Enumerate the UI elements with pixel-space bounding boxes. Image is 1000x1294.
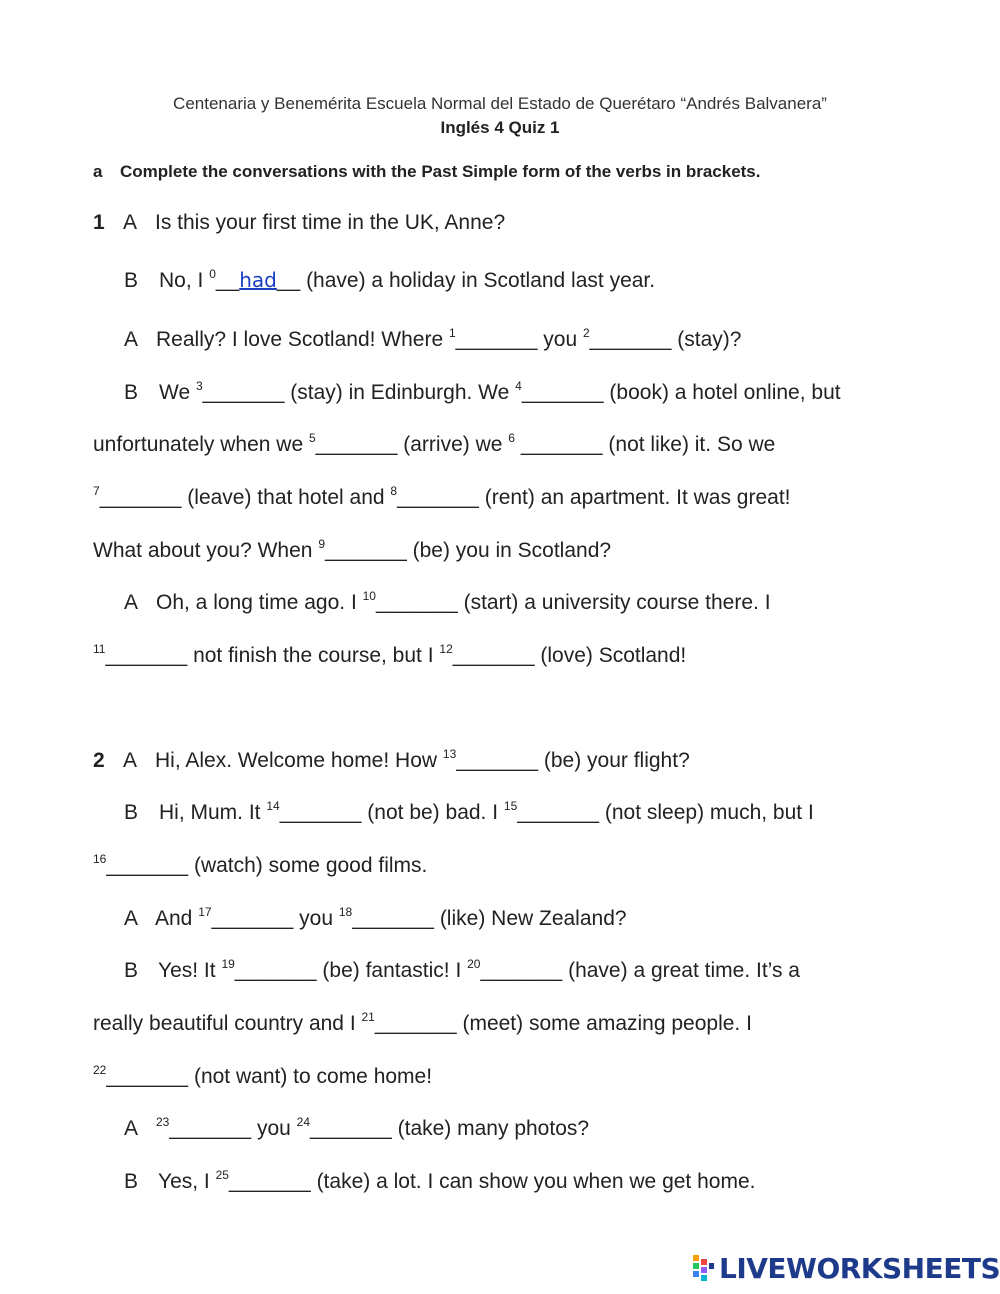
line-text: (love) Scotland! bbox=[534, 644, 687, 667]
blank-prefix: __ bbox=[215, 269, 240, 292]
line-text: (not like) it. So we bbox=[602, 433, 776, 456]
speaker-label: A bbox=[124, 591, 139, 614]
answer-field-8[interactable]: _______ bbox=[397, 486, 479, 509]
conv2-line1 bbox=[93, 749, 690, 773]
conv1-line3 bbox=[124, 328, 741, 352]
gap-number: 2 bbox=[582, 326, 590, 340]
gap-number: 7 bbox=[93, 484, 100, 498]
speaker-label: A bbox=[124, 907, 139, 930]
answer-field-16[interactable]: _______ bbox=[106, 854, 189, 877]
instruction-letter: a bbox=[93, 162, 103, 181]
line-text: __ (have) a holiday in Scotland last year. bbox=[276, 269, 656, 292]
gap-number: 1 bbox=[448, 326, 456, 340]
speaker-label: B bbox=[124, 801, 139, 824]
line-text: Oh, a long time ago. I bbox=[156, 591, 363, 614]
speaker-label: A bbox=[124, 328, 139, 351]
answer-field-4[interactable]: _______ bbox=[521, 381, 604, 404]
speaker-label: B bbox=[124, 959, 139, 982]
school-name: Centenaria y Benemérita Escuela Normal del Estado de Querétaro “Andrés Balvanera” bbox=[173, 94, 827, 113]
liveworksheets-logo[interactable] bbox=[693, 1252, 1000, 1284]
line-text: (be) your flight? bbox=[538, 749, 690, 772]
gap-number: 14 bbox=[266, 799, 280, 813]
instruction bbox=[93, 162, 761, 182]
liveworksheets-logo-icon bbox=[693, 1254, 715, 1282]
line-text: (take) a lot. I can show you when we get home. bbox=[310, 1170, 756, 1193]
line-text: you bbox=[293, 907, 339, 930]
line-text: (stay) in Edinburgh. We bbox=[284, 381, 516, 404]
gap-number: 12 bbox=[439, 642, 453, 656]
line-text: really beautiful country and I bbox=[93, 1012, 362, 1035]
line-text: Yes, I bbox=[158, 1170, 216, 1193]
conversation-number: 2 bbox=[93, 749, 105, 772]
gap-number: 15 bbox=[503, 799, 518, 813]
quiz-title: Inglés 4 Quiz 1 bbox=[440, 118, 560, 137]
answer-field-1[interactable]: _______ bbox=[455, 328, 538, 351]
gap-number: 16 bbox=[93, 852, 107, 866]
conv1-line1 bbox=[93, 211, 505, 235]
line-text: (have) a great time. It’s a bbox=[562, 959, 800, 982]
answer-field-13[interactable]: _______ bbox=[456, 749, 539, 772]
line-text: (be) you in Scotland? bbox=[406, 539, 612, 562]
line-text: (leave) that hotel and bbox=[181, 486, 391, 509]
conv1-line5 bbox=[93, 433, 775, 457]
conv1-line7 bbox=[93, 539, 611, 563]
answer-field-0[interactable]: had bbox=[239, 268, 277, 292]
answer-field-14[interactable]: _______ bbox=[279, 801, 362, 824]
gap-number: 17 bbox=[198, 905, 212, 919]
speaker-label: A bbox=[124, 1117, 139, 1140]
answer-field-23[interactable]: _______ bbox=[169, 1117, 252, 1140]
gap-number: 6 bbox=[508, 431, 515, 445]
instruction-text: Complete the conversations with the Past Simple form of the verbs in brackets. bbox=[120, 162, 761, 181]
speaker-label: B bbox=[124, 1170, 139, 1193]
line-text: not finish the course, but I bbox=[187, 644, 440, 667]
line-text: Hi, Alex. Welcome home! How bbox=[155, 749, 443, 772]
speaker-label: A bbox=[123, 211, 138, 234]
gap-number: 10 bbox=[362, 589, 376, 603]
answer-field-22[interactable]: _______ bbox=[106, 1065, 189, 1088]
line-text: (be) fantastic! I bbox=[316, 959, 468, 982]
conv2-line8 bbox=[124, 1117, 589, 1141]
answer-field-11[interactable]: _______ bbox=[105, 644, 188, 667]
answer-field-17[interactable]: _______ bbox=[211, 907, 294, 930]
conv2-line3 bbox=[93, 854, 427, 878]
gap-number: 4 bbox=[515, 379, 522, 393]
line-text: (not be) bad. I bbox=[361, 801, 504, 824]
gap-number: 11 bbox=[93, 642, 106, 656]
speaker-label: B bbox=[124, 269, 139, 292]
line-text: (book) a hotel online, but bbox=[603, 381, 841, 404]
line-text: No, I bbox=[159, 269, 210, 292]
line-text: What about you? When bbox=[93, 539, 319, 562]
answer-field-21[interactable]: _______ bbox=[374, 1012, 457, 1035]
conv1-line6 bbox=[93, 486, 791, 510]
line-text: (arrive) we bbox=[397, 433, 509, 456]
gap-number: 18 bbox=[338, 905, 353, 919]
line-text: Hi, Mum. It bbox=[159, 801, 267, 824]
line-text: We bbox=[159, 381, 196, 404]
conv1-line2 bbox=[124, 268, 655, 293]
answer-field-24[interactable]: _______ bbox=[310, 1117, 392, 1140]
gap-number: 19 bbox=[221, 957, 235, 971]
gap-number: 13 bbox=[442, 747, 457, 761]
line-text: (not sleep) much, but I bbox=[599, 801, 814, 824]
line-text: unfortunately when we bbox=[93, 433, 309, 456]
line-text: And bbox=[155, 907, 199, 930]
gap-number: 8 bbox=[390, 484, 398, 498]
line-text: you bbox=[537, 328, 583, 351]
line-text: (not want) to come home! bbox=[188, 1065, 433, 1088]
conv2-line4 bbox=[124, 907, 627, 931]
conv2-line7 bbox=[93, 1065, 432, 1089]
answer-field-9[interactable]: _______ bbox=[325, 539, 407, 562]
answer-field-6[interactable]: _______ bbox=[520, 433, 603, 456]
answer-field-18[interactable]: _______ bbox=[352, 907, 434, 930]
line-text: Yes! It bbox=[158, 959, 222, 982]
gap-number: 3 bbox=[195, 379, 203, 393]
conv1-line8 bbox=[124, 591, 771, 615]
conv2-line5 bbox=[124, 959, 800, 983]
answer-field-3[interactable]: _______ bbox=[202, 381, 285, 404]
answer-field-10[interactable]: _______ bbox=[375, 591, 458, 614]
conversation-number: 1 bbox=[93, 211, 105, 234]
speaker-label: B bbox=[124, 381, 139, 404]
gap-number: 23 bbox=[156, 1115, 170, 1129]
gap-number: 25 bbox=[215, 1168, 229, 1182]
line-text: (stay)? bbox=[671, 328, 742, 351]
line-text: (watch) some good films. bbox=[188, 854, 428, 877]
gap-number: 5 bbox=[308, 431, 316, 445]
conv2-line6 bbox=[93, 1012, 752, 1036]
line-text: (like) New Zealand? bbox=[433, 907, 627, 930]
answer-field-19[interactable]: _______ bbox=[234, 959, 317, 982]
answer-field-20[interactable]: _______ bbox=[480, 959, 563, 982]
gap-number: 21 bbox=[361, 1010, 375, 1024]
answer-field-15[interactable]: _______ bbox=[517, 801, 600, 824]
answer-field-5[interactable]: _______ bbox=[315, 433, 398, 456]
answer-field-25[interactable]: _______ bbox=[228, 1170, 311, 1193]
line-text: (rent) an apartment. It was great! bbox=[478, 486, 791, 509]
gap-number: 0 bbox=[209, 267, 216, 281]
gap-number: 9 bbox=[318, 537, 325, 551]
gap-number: 24 bbox=[296, 1115, 311, 1129]
line-text: you bbox=[251, 1117, 297, 1140]
line-text: (take) many photos? bbox=[391, 1117, 590, 1140]
speaker-label: A bbox=[123, 749, 138, 772]
line-text: Really? I love Scotland! Where bbox=[156, 328, 449, 351]
conv2-line2 bbox=[124, 801, 814, 825]
line-text: Is this your first time in the UK, Anne? bbox=[155, 211, 506, 234]
logo-text: LIVEWORKSHEETS bbox=[719, 1251, 1000, 1285]
conv1-line9 bbox=[93, 644, 686, 668]
gap-number: 20 bbox=[467, 957, 481, 971]
gap-number: 22 bbox=[93, 1063, 107, 1077]
answer-field-12[interactable]: _______ bbox=[452, 644, 535, 667]
conv1-line4 bbox=[124, 381, 841, 405]
line-text: (meet) some amazing people. I bbox=[456, 1012, 752, 1035]
line-text: (start) a university course there. I bbox=[457, 591, 771, 614]
answer-field-2[interactable]: _______ bbox=[589, 328, 672, 351]
answer-field-7[interactable]: _______ bbox=[99, 486, 182, 509]
conv2-line9 bbox=[124, 1170, 755, 1194]
